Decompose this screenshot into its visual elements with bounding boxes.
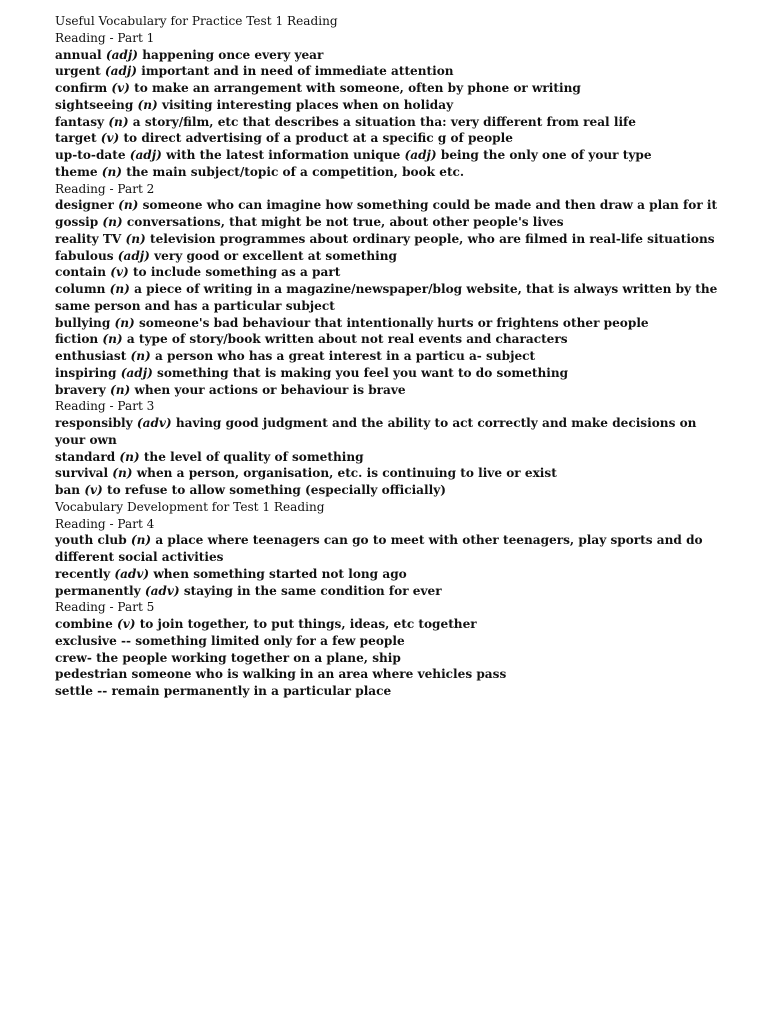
definition: when something started not long ago <box>153 566 407 581</box>
part-of-speech: (adv) <box>144 583 180 598</box>
term: youth club <box>55 533 127 548</box>
vocab-entry <box>55 197 720 214</box>
term: enthusiast <box>55 349 127 363</box>
definition: someone who is walking in an area where vehicles pass <box>131 667 507 682</box>
part-of-speech: (n) <box>101 164 123 179</box>
definition: to direct advertising of a product at a specific g of people <box>123 131 513 146</box>
term: column <box>55 282 106 296</box>
term: responsibly <box>55 416 133 430</box>
part-of-speech: (n) <box>108 114 129 129</box>
section-part-1 <box>55 30 720 181</box>
section-heading: Reading - Part 1 <box>55 30 155 45</box>
section-part-4 <box>55 516 720 600</box>
vocab-entry <box>55 164 720 181</box>
term: sightseeing <box>55 97 134 112</box>
part-of-speech: (n) <box>102 332 123 347</box>
vocab-entry <box>55 80 720 97</box>
section-heading: Reading - Part 5 <box>55 600 155 615</box>
term: standard <box>55 449 116 464</box>
term: fiction <box>55 332 99 347</box>
vocab-entry <box>55 214 720 231</box>
definition: visiting interesting places when on holiday <box>161 97 454 112</box>
definition: the main subject/topic of a competition, book etc. <box>126 164 465 179</box>
definition: something that is making you feel you want to do something <box>157 365 569 380</box>
term: theme <box>55 164 98 179</box>
definition: someone's bad behaviour that intentionally hurts or frightens other people <box>139 315 649 330</box>
term: reality TV <box>55 231 122 246</box>
vocab-entry <box>55 281 720 315</box>
vocab-entry <box>55 365 720 382</box>
definition: a piece of writing in a magazine/newspaper/blog website, that is always written by the same person and has a particular subject <box>55 282 718 313</box>
term: survival <box>55 466 109 481</box>
vocab-entry <box>55 415 720 449</box>
term: confirm <box>55 81 108 95</box>
term: bullying <box>55 315 111 330</box>
vocab-entry <box>55 532 720 566</box>
vocab-entry <box>55 348 720 365</box>
definition: someone who can imagine how something could be made and then draw a plan for it <box>142 198 718 213</box>
definition: being the only one of your type <box>440 148 652 162</box>
part-of-speech: (adj) <box>120 365 153 380</box>
definition: when your actions or behaviour is brave <box>134 382 406 397</box>
definition: with the latest information unique <box>166 148 401 162</box>
definition: a place where teenagers can go to meet with other teenagers, play sports and do different social activities <box>55 533 703 564</box>
vocab-entry <box>55 114 720 131</box>
section-part-3 <box>55 398 720 499</box>
definition: to make an arrangement with someone, often by phone or writing <box>134 81 581 95</box>
vocab-entry <box>55 650 720 667</box>
part-of-speech: (n) <box>125 231 146 246</box>
definition: a person who has a great interest in a particu a- subject <box>154 349 536 363</box>
term: crew- <box>55 650 92 665</box>
part-of-speech: (adj) <box>129 148 162 162</box>
vocab-entry <box>55 47 720 64</box>
vocab-entry <box>55 583 720 600</box>
part-of-speech: (adj) <box>105 47 138 62</box>
part-of-speech: (adj) <box>404 148 437 162</box>
section-heading: Reading - Part 4 <box>55 516 155 531</box>
definition: important and in need of immediate attention <box>141 64 454 79</box>
part-of-speech: (adv) <box>136 416 172 430</box>
vocab-entry <box>55 97 720 114</box>
part-of-speech: (n) <box>112 466 133 481</box>
part-of-speech: (v) <box>116 617 136 631</box>
vocab-entry <box>55 633 720 650</box>
part-of-speech: (v) <box>110 265 129 280</box>
part-of-speech: (n) <box>130 533 152 548</box>
part-of-speech: (n) <box>110 382 131 397</box>
definition: conversations, that might be not true, about other people's lives <box>126 215 564 229</box>
vocab-entry <box>55 382 720 399</box>
vocab-entry <box>55 231 720 248</box>
definition: to include something as a part <box>132 265 341 280</box>
definition: very good or excellent at something <box>154 248 398 263</box>
vocab-entry <box>55 315 720 332</box>
term: bravery <box>55 382 106 397</box>
definition: a story/film, etc that describes a situation tha: very different from real life <box>132 114 636 129</box>
part-of-speech: (n) <box>102 215 123 229</box>
vocab-entry <box>55 666 720 683</box>
vocab-entry <box>55 248 720 265</box>
definition: when a person, organisation, etc. is continuing to live or exist <box>136 466 557 481</box>
part-of-speech: (adj) <box>117 248 150 263</box>
vocabulary-document <box>55 13 720 700</box>
definition: to join together, to put things, ideas, etc together <box>139 617 477 631</box>
vocab-entry <box>55 616 720 633</box>
part-of-speech: (n) <box>109 282 130 296</box>
part-of-speech: (adj) <box>104 64 138 79</box>
section-part-5 <box>55 599 720 700</box>
definition: having good judgment and the ability to act correctly and make decisions on your own <box>55 416 697 447</box>
part-of-speech: (adv) <box>114 566 150 581</box>
term: recently <box>55 566 111 581</box>
vocab-entry <box>55 264 720 281</box>
vocab-entry <box>55 63 720 80</box>
term: urgent <box>55 64 101 79</box>
document-title: Useful Vocabulary for Practice Test 1 Reading <box>55 14 338 28</box>
part-of-speech: (n) <box>130 349 151 363</box>
definition: television programmes about ordinary people, who are filmed in real-life situations <box>150 231 715 246</box>
vocab-entry <box>55 683 720 700</box>
section-heading: Reading - Part 3 <box>55 399 155 414</box>
term: gossip <box>55 215 99 229</box>
vocab-entry <box>55 465 720 482</box>
vocab-entry <box>55 449 720 466</box>
vocab-entry <box>55 130 720 147</box>
section-heading: Reading - Part 2 <box>55 181 155 196</box>
term: exclusive -- <box>55 633 132 648</box>
part-of-speech: (v) <box>111 81 130 95</box>
term: annual <box>55 47 102 62</box>
definition: staying in the same condition for ever <box>183 583 442 598</box>
vocab-entry <box>55 331 720 348</box>
vocab-entry <box>55 482 720 499</box>
term: settle -- <box>55 684 108 698</box>
term: contain <box>55 265 107 280</box>
definition: the people working together on a plane, ship <box>96 650 401 665</box>
term: permanently <box>55 583 141 598</box>
definition: the level of quality of something <box>143 449 364 464</box>
term: combine <box>55 617 113 631</box>
term: fabulous <box>55 248 114 263</box>
term: pedestrian <box>55 667 128 682</box>
vocab-entry <box>55 566 720 583</box>
part-of-speech: (n) <box>118 198 139 213</box>
section-part-2 <box>55 181 720 399</box>
term: inspiring <box>55 365 117 380</box>
definition: remain permanently in a particular place <box>111 684 392 698</box>
part-of-speech: (n) <box>119 449 140 464</box>
part-of-speech: (n) <box>137 97 158 112</box>
document-subtitle: Vocabulary Development for Test 1 Reading <box>55 499 325 514</box>
definition: a type of story/book written about not real events and characters <box>126 332 568 347</box>
term: up-to-date <box>55 148 126 162</box>
term: ban <box>55 483 81 497</box>
term: target <box>55 131 97 146</box>
term: fantasy <box>55 114 105 129</box>
definition: to refuse to allow something (especially officially) <box>107 483 446 497</box>
term: designer <box>55 198 114 213</box>
part-of-speech: (n) <box>114 315 135 330</box>
vocab-entry <box>55 147 720 164</box>
definition: happening once every year <box>142 47 324 62</box>
part-of-speech: (v) <box>84 483 103 497</box>
part-of-speech: (v) <box>100 131 120 146</box>
definition: something limited only for a few people <box>135 633 405 648</box>
